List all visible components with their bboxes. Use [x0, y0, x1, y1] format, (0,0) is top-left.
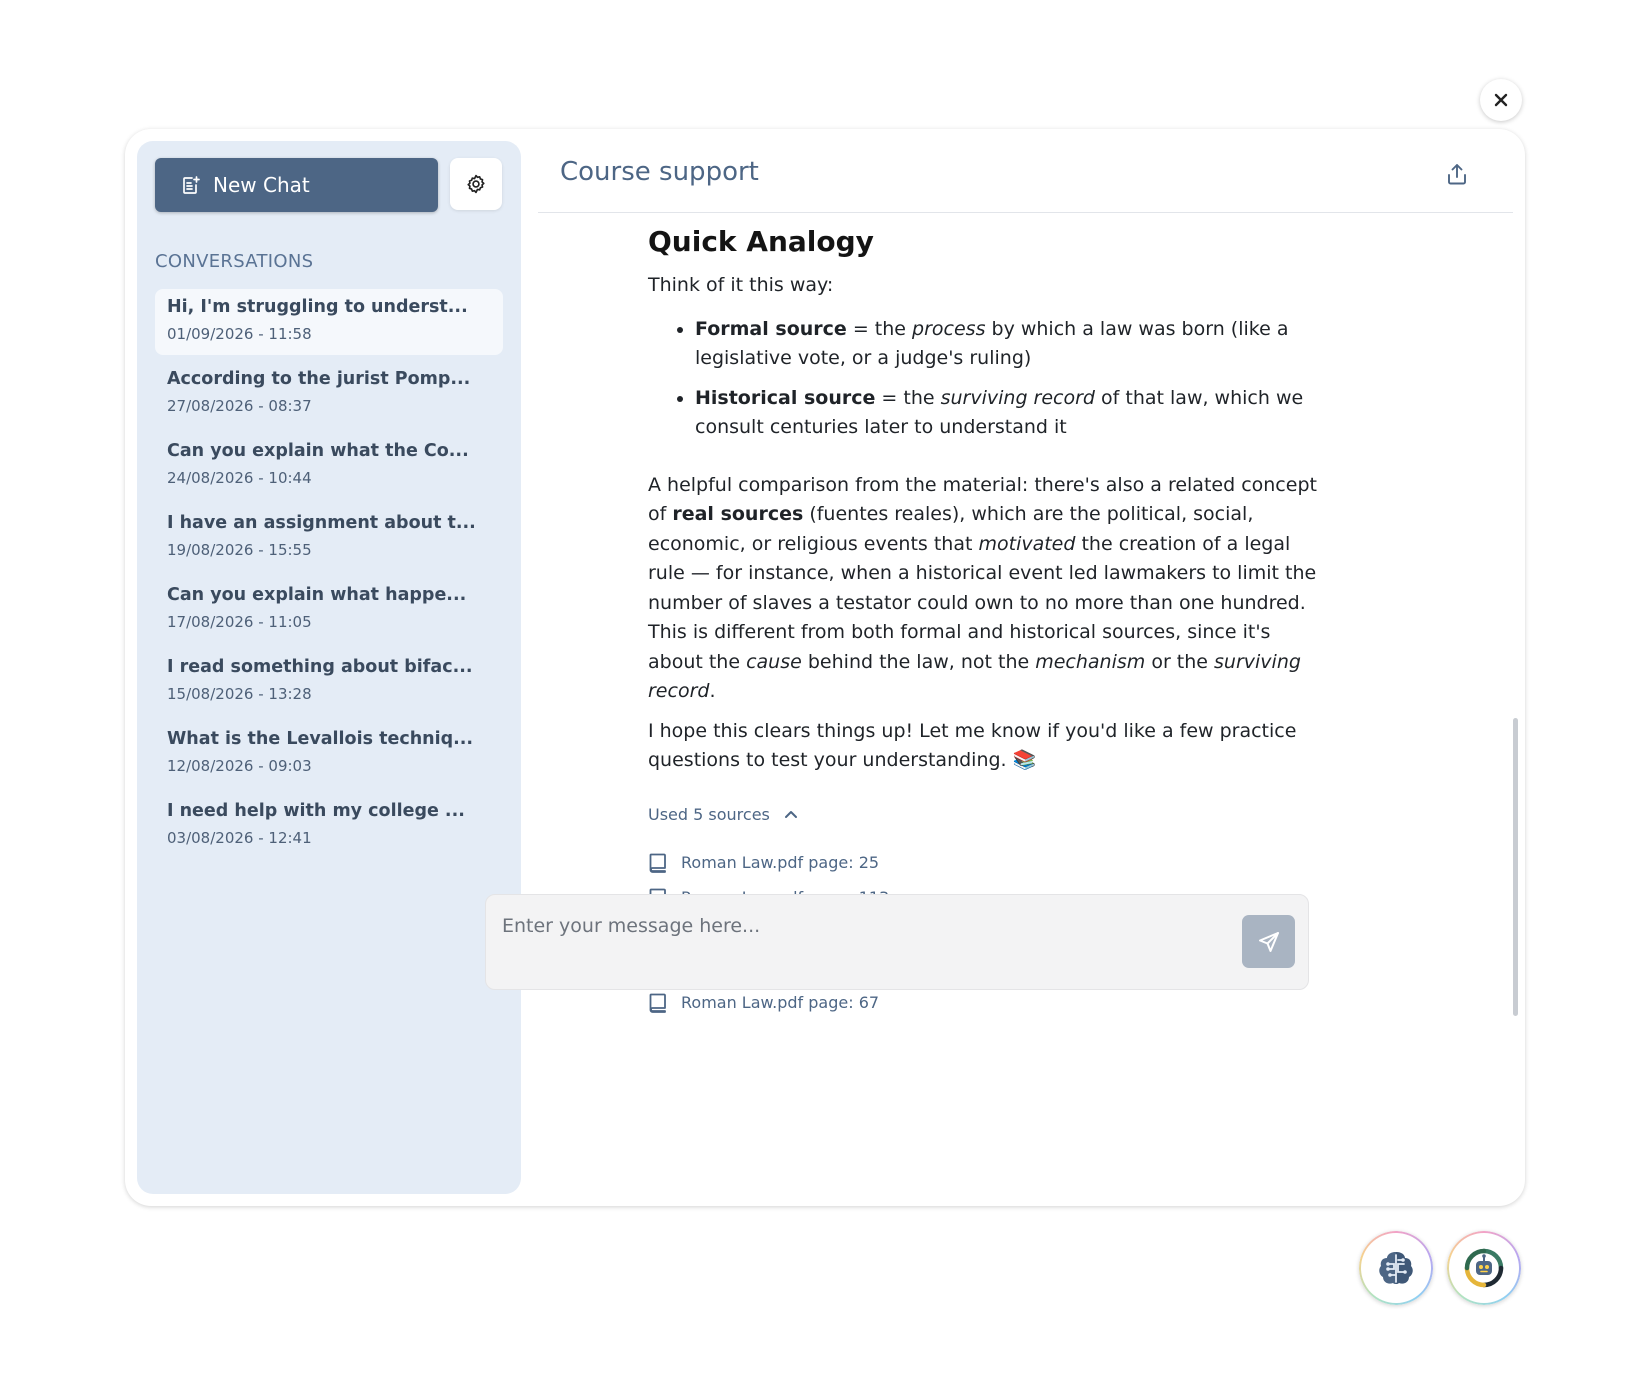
send-button[interactable] — [1242, 915, 1295, 968]
conversation-date: 03/08/2026 - 12:41 — [167, 829, 312, 847]
message-input[interactable] — [502, 915, 1202, 937]
sources-toggle[interactable] — [648, 800, 1328, 830]
term: Historical source — [695, 386, 876, 409]
source-label: Roman Law.pdf page: 67 — [681, 992, 880, 1012]
term: Formal source — [695, 317, 847, 340]
chat-panel — [125, 129, 1525, 1206]
book-icon — [648, 992, 668, 1014]
conversation-item[interactable] — [155, 505, 503, 571]
text: behind the law, not the — [801, 650, 1036, 673]
conversation-title: Can you explain what the Co... — [167, 441, 469, 461]
robot-assistant-button[interactable] — [1447, 1231, 1521, 1305]
text: = the — [846, 317, 913, 340]
conversation-date: 01/09/2026 - 11:58 — [167, 325, 312, 343]
robot-icon — [1462, 1246, 1506, 1290]
share-button[interactable] — [1442, 159, 1472, 189]
page-title: Course support — [560, 157, 759, 187]
gear-icon — [465, 173, 487, 195]
conversation-title: What is the Levallois techniq... — [167, 729, 474, 749]
conversation-item[interactable] — [155, 649, 503, 715]
text: the creation of a legal rule — for instance, when a historical event led lawmakers to limit the number of slaves a testator could own to no more than one hundred. This is different from both formal and historical sources, since it's about the — [648, 532, 1317, 673]
settings-button[interactable] — [450, 158, 502, 210]
conversation-list — [155, 289, 503, 865]
source-link[interactable] — [648, 845, 1328, 880]
sources-label: Used 5 sources — [648, 804, 770, 824]
conversation-item[interactable] — [155, 361, 503, 427]
conversation-title: According to the jurist Pomp... — [167, 369, 471, 389]
list-item — [695, 384, 1328, 443]
text: by which a law was born (like a legislative vote, or a judge's ruling) — [695, 317, 1289, 369]
conversations-heading: CONVERSATIONS — [155, 251, 314, 272]
new-chat-icon — [181, 175, 201, 195]
book-icon — [648, 852, 668, 874]
chat-header — [538, 129, 1513, 213]
conversation-item[interactable] — [155, 289, 503, 355]
conversation-date: 24/08/2026 - 10:44 — [167, 469, 312, 487]
conversation-title: Hi, I'm struggling to underst... — [167, 297, 468, 317]
new-chat-label: New Chat — [213, 173, 310, 197]
term: real sources — [672, 503, 804, 525]
conversation-title: I need help with my college ... — [167, 801, 465, 821]
conversation-item[interactable] — [155, 721, 503, 787]
main-area — [538, 129, 1513, 1206]
text: (fuentes reales), which are the political, social, economic, or religious events that — [648, 503, 1254, 555]
close-icon — [1494, 93, 1508, 107]
conversation-item[interactable] — [155, 577, 503, 643]
share-icon — [1446, 162, 1468, 186]
text: of that law, which we consult centuries later to understand it — [695, 386, 1304, 438]
conversation-date: 15/08/2026 - 13:28 — [167, 685, 312, 703]
new-chat-button[interactable] — [155, 158, 438, 212]
brain-assistant-button[interactable] — [1359, 1231, 1433, 1305]
text: . — [709, 680, 716, 702]
emphasis: mechanism — [1035, 650, 1146, 673]
sidebar — [137, 141, 521, 1194]
conversation-date: 19/08/2026 - 15:55 — [167, 541, 312, 559]
conversation-date: 17/08/2026 - 11:05 — [167, 613, 312, 631]
conversation-date: 27/08/2026 - 08:37 — [167, 397, 312, 415]
text: A helpful comparison from the material: there's also a related concept of — [648, 473, 1317, 525]
conversation-title: I read something about bifac... — [167, 657, 473, 677]
comparison-paragraph — [648, 471, 1328, 707]
text: or the — [1145, 650, 1215, 673]
message-intro: Think of it this way: — [648, 274, 834, 296]
emphasis: surviving record — [648, 650, 1301, 702]
messages-scrollbar[interactable] — [1513, 718, 1518, 1016]
conversation-title: I have an assignment about t... — [167, 513, 476, 533]
source-link[interactable] — [648, 985, 1328, 1020]
emphasis: motivated — [978, 532, 1076, 555]
emphasis: cause — [746, 650, 802, 673]
conversation-item[interactable] — [155, 433, 503, 499]
conversation-title: Can you explain what happe... — [167, 585, 467, 605]
analogy-list — [695, 315, 1328, 443]
conversation-item[interactable] — [155, 793, 503, 859]
closing-paragraph: I hope this clears things up! Let me know if you'd like a few practice questions to test your understanding. 📚 — [648, 719, 1297, 771]
source-label: Roman Law.pdf page: 25 — [681, 852, 880, 872]
close-button[interactable] — [1480, 79, 1522, 121]
emphasis: surviving record — [940, 386, 1095, 409]
brain-icon — [1375, 1247, 1417, 1289]
chevron-up-icon — [784, 810, 798, 819]
list-item — [695, 315, 1328, 374]
text: = the — [875, 386, 941, 409]
send-icon — [1257, 930, 1281, 954]
emphasis: process — [912, 317, 986, 340]
message-heading: Quick Analogy — [648, 225, 874, 258]
message-composer — [485, 894, 1309, 990]
conversation-date: 12/08/2026 - 09:03 — [167, 757, 312, 775]
